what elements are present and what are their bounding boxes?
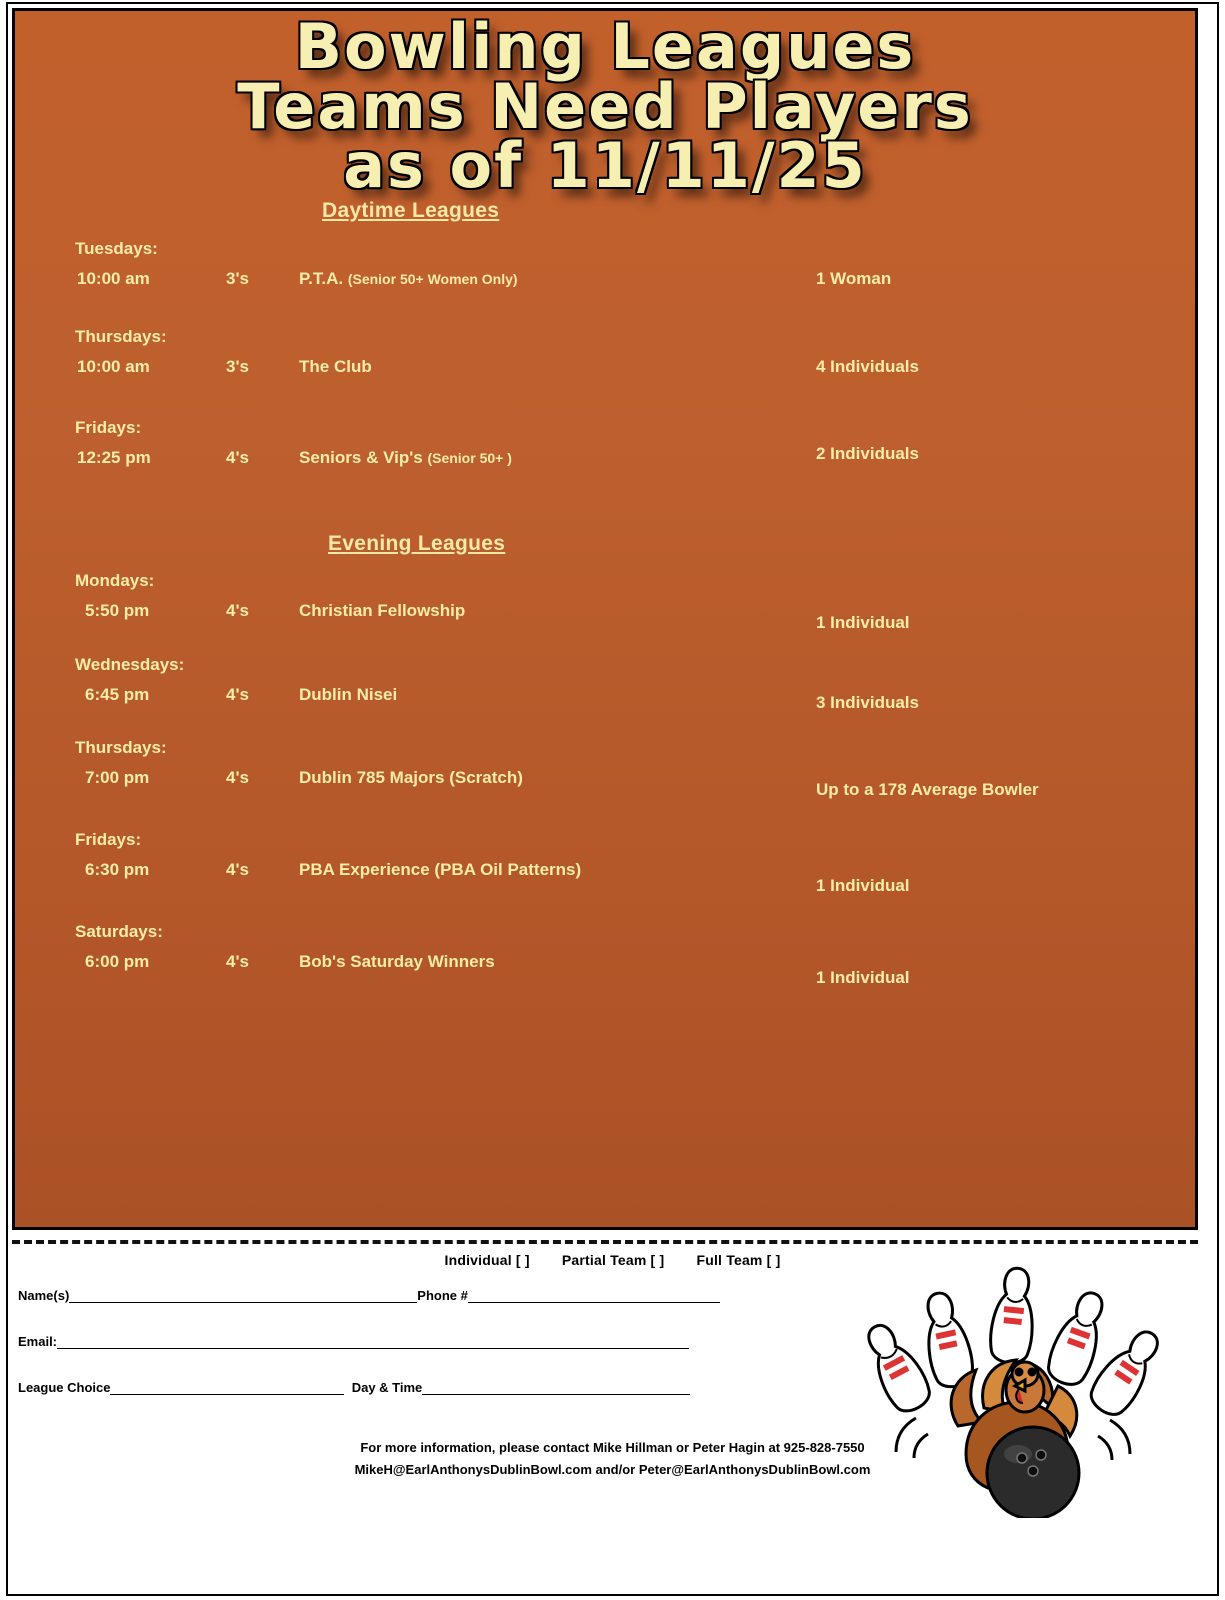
day-label: Fridays: — [75, 830, 142, 849]
checkbox-individual[interactable]: Individual [ ] — [444, 1252, 530, 1268]
tear-off-dashed-line — [12, 1240, 1198, 1244]
email-label: Email: — [18, 1334, 58, 1349]
league-choice-label: League Choice — [18, 1380, 111, 1395]
league-time: 10:00 am — [77, 269, 150, 288]
day-label: Tuesdays: — [75, 239, 158, 258]
league-name-note: (Senior 50+ ) — [427, 450, 512, 466]
league-name-text: The Club — [299, 357, 372, 376]
title-line-3: as of 11/11/25 — [343, 129, 867, 203]
league-time: 12:25 pm — [77, 448, 151, 467]
league-time: 6:00 pm — [85, 952, 150, 971]
day-label: Wednesdays: — [75, 655, 185, 674]
league-need: 1 Individual — [816, 876, 910, 895]
section-heading-daytime: Daytime Leagues — [322, 199, 500, 222]
turkey-bowling-illustration — [862, 1258, 1162, 1518]
league-need: 2 Individuals — [816, 444, 919, 463]
phone-label: Phone # — [417, 1288, 468, 1303]
league-format: 4's — [226, 448, 249, 467]
title-line-1: Bowling Leagues — [294, 10, 916, 83]
league-name: Dublin Nisei — [299, 685, 398, 704]
day-label: Saturdays: — [75, 922, 163, 941]
day-time-input[interactable] — [422, 1382, 690, 1395]
day-label: Mondays: — [75, 571, 155, 590]
league-time: 7:00 pm — [85, 768, 150, 787]
email-row — [18, 1334, 689, 1349]
title-line-2: Teams Need Players — [237, 69, 973, 143]
contact-line-2: MikeH@EarlAnthonysDublinBowl.com and/or Peter@EarlAnthonysDublinBowl.com — [354, 1462, 871, 1477]
flyer-panel — [12, 8, 1198, 1230]
league-time: 6:30 pm — [85, 860, 150, 879]
league-format: 4's — [226, 860, 249, 879]
league-time: 5:50 pm — [85, 601, 150, 620]
league-need: 1 Individual — [816, 613, 910, 632]
league-format: 4's — [226, 601, 249, 620]
checkbox-full-team[interactable]: Full Team [ ] — [696, 1252, 781, 1268]
league-need: Up to a 178 Average Bowler — [816, 780, 1039, 799]
contact-line-1: For more information, please contact Mike Hillman or Peter Hagin at 925-828-7550 — [360, 1440, 865, 1455]
section-heading-evening: Evening Leagues — [328, 532, 506, 555]
league-name-text: Seniors & Vip's — [299, 448, 423, 467]
league-time: 6:45 pm — [85, 685, 150, 704]
names-phone-row — [18, 1288, 720, 1303]
league-name: Bob's Saturday Winners — [299, 952, 495, 971]
league-name-note: (Senior 50+ Women Only) — [347, 271, 518, 287]
league-format: 3's — [226, 269, 249, 288]
league-time: 10:00 am — [77, 357, 150, 376]
league-need: 4 Individuals — [816, 357, 919, 376]
league-format: 4's — [226, 685, 249, 704]
signup-form — [0, 1248, 1225, 1588]
flyer-title — [15, 10, 1195, 203]
league-name: Christian Fellowship — [299, 601, 466, 620]
league-name-text: P.T.A. — [299, 269, 344, 288]
league-name — [299, 448, 512, 468]
league-format: 3's — [226, 357, 249, 376]
league-choice-row — [18, 1380, 690, 1395]
names-label: Name(s) — [18, 1288, 70, 1303]
league-need: 3 Individuals — [816, 693, 919, 712]
league-name: PBA Experience (PBA Oil Patterns) — [299, 860, 582, 879]
league-name — [299, 357, 372, 377]
names-input[interactable] — [69, 1290, 417, 1303]
league-name: Dublin 785 Majors (Scratch) — [299, 768, 523, 787]
checkbox-partial-team[interactable]: Partial Team [ ] — [561, 1252, 665, 1268]
day-time-label: Day & Time — [351, 1380, 423, 1395]
day-label: Thursdays: — [75, 327, 167, 346]
day-label: Fridays: — [75, 418, 142, 437]
phone-input[interactable] — [468, 1290, 720, 1303]
league-need: 1 Woman — [816, 269, 892, 288]
league-name — [299, 269, 518, 289]
league-format: 4's — [226, 952, 249, 971]
email-input[interactable] — [57, 1336, 689, 1349]
league-format: 4's — [226, 768, 249, 787]
league-need: 1 Individual — [816, 968, 910, 987]
league-choice-input[interactable] — [110, 1382, 344, 1395]
day-label: Thursdays: — [75, 738, 167, 757]
